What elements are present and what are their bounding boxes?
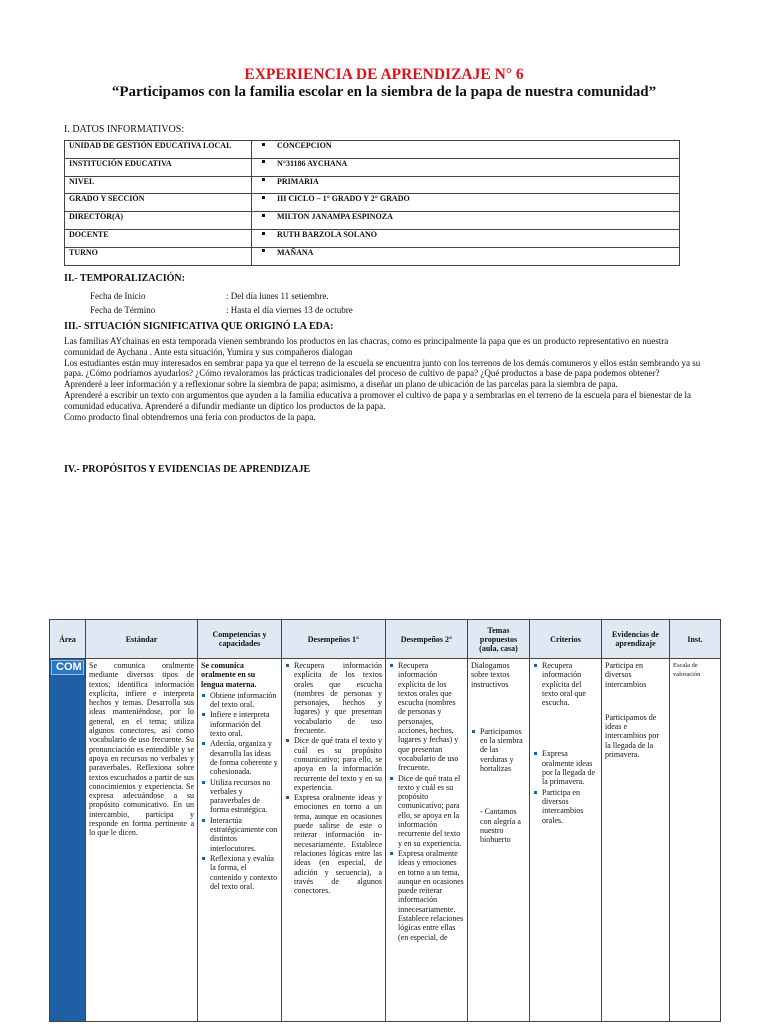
datos-row: [65, 212, 680, 230]
datos-row: [65, 176, 680, 194]
criterio-item: Expresa oralmente ideas por la llegada de la primavera.: [542, 749, 598, 786]
criterio-item: Participa en diversos intercambios orales.: [542, 788, 598, 825]
bullet-icon: [262, 160, 265, 163]
fecha-inicio-value: : Del día lunes 11 setiembre.: [226, 291, 329, 301]
datos-label: DIRECTOR(A): [65, 212, 252, 230]
evidencia-item: Participamos de ideas e intercambios por la llegada de la primavera.: [605, 712, 659, 760]
col-header-competencias: Competencias y capacidades: [198, 620, 282, 659]
col-header-inst: Inst.: [670, 620, 721, 659]
datos-label: GRADO Y SECCIÓN: [65, 194, 252, 212]
desempeno-item: Expresa oralmente ideas y emociones en torno a un tema, aunque en ocasiones puede salirse de este o reiterar información in- necesariamente. Establece relaciones lógicas entre las ideas (en especial, de adición y secuencia), a través de algunos conectores.: [294, 793, 382, 896]
datos-value-cell: [252, 141, 680, 159]
estandar-cell: Se comunica oralmente mediante diversos tipos de textos; identifica información explícita, infiere e interpreta hechos y temas. Desarrolla sus ideas manteniéndose, por lo general, en el tema; utiliza algunos conectores, así como vocabulario de uso frecuente. Su pronunciación es entendible y se apoya en recursos no verbales y paraverbales. Reflexiona sobre textos escuchados a partir de sus conocimientos y experiencia. Se expresa adecuándose a su propósito comunicativo. En un intercambio, participa y responde en forma pertinente a lo que le dicen.: [86, 659, 198, 1022]
datos-value-cell: [252, 247, 680, 265]
datos-table: [64, 140, 680, 266]
bullet-icon: [262, 143, 265, 146]
situacion-text: [64, 336, 704, 422]
fecha-termino-label: Fecha de Término: [90, 305, 156, 315]
competencia-title: Se comunica oralmente en su lengua materna.: [201, 661, 257, 689]
col-header-temas: Temas propuestos (aula, casa): [468, 620, 530, 659]
inst-cell: Escala de valoración: [670, 659, 721, 1022]
competencias-cell: [198, 659, 282, 1022]
datos-value: MAÑANA: [277, 247, 314, 257]
bullet-icon: [262, 196, 265, 199]
col-header-desempenos-2: Desempeños 2°: [386, 620, 468, 659]
datos-value-cell: [252, 212, 680, 230]
desempeno-item: Dice de qué trata el texto y cuál es su propósito comunicativo; para ello, se apoya en la información recurrente del texto y en su experiencia.: [294, 736, 382, 792]
datos-row: [65, 247, 680, 265]
section-heading-propositos: IV.- PROPÓSITOS Y EVIDENCIAS DE APRENDIZAJE: [64, 464, 311, 475]
datos-value-cell: [252, 229, 680, 247]
desempenos-1-cell: [282, 659, 386, 1022]
col-header-criterios: Criterios: [530, 620, 602, 659]
situacion-paragraph: Aprenderé a escribir un texto con argumentos que ayuden a la familia educativa a promover el cultivo de papa y a sembrarlas en el terreno de la escuela para el bienestar de la comunidad educativa. Aprenderé a difundir mediante un díptico los productos de la papa.: [64, 389, 692, 411]
tema-item: Participamos en la siembra de las verduras y hortalizas: [480, 727, 526, 773]
propositos-table: [49, 619, 721, 1022]
capacidad-item: Adecúa, organiza y desarrolla las ideas de forma coherente y cohesionada.: [210, 739, 278, 777]
desempeno-item: Recupera información explícita de los textos orales que escucha (nombres de personas y personajes, acciones, hechos, lugares y fechas) y que presentan vocabulario de uso frecuente.: [398, 661, 464, 773]
bullet-icon: [262, 249, 265, 252]
col-header-desempenos-1: Desempeños 1°: [282, 620, 386, 659]
document-title: EXPERIENCIA DE APRENDIZAJE N° 6: [244, 66, 524, 83]
section-heading-situacion: III.- SITUACIÓN SIGNIFICATIVA QUE ORIGINÓ LA EDA:: [64, 321, 334, 332]
datos-label: DOCENTE: [65, 229, 252, 247]
datos-value: N°31186 AYCHANA: [277, 158, 348, 168]
section-heading-temporalizacion: II.- TEMPORALIZACIÓN:: [64, 273, 185, 284]
datos-label: TURNO: [65, 247, 252, 265]
datos-value-cell: [252, 176, 680, 194]
desempeno-item: Expresa oralmente ideas y emociones en torno a un tema, aunque en ocasiones puede reiterar información innecesariamente. Establece relaciones lógicas entre ellas (en especial, de: [398, 848, 464, 942]
col-header-evidencias: Evidencias de aprendizaje: [602, 620, 670, 659]
capacidad-item: Reflexiona y evalúa la forma, el contenido y contexto del texto oral.: [210, 853, 278, 891]
datos-value-cell: [252, 158, 680, 176]
document-subtitle: “Participamos con la familia escolar en la siembra de la papa de nuestra comunidad”: [111, 84, 657, 100]
datos-value: RUTH BARZOLA SOLANO: [277, 229, 378, 239]
criterios-cell: [530, 659, 602, 1022]
col-header-area: Área: [50, 620, 86, 659]
desempeno-item: Recupera información explícita de los textos orales que escucha (nombres de personas y personajes, hechos y lugares) y que presentan vocabulario de uso frecuente.: [294, 661, 382, 736]
datos-label: UNIDAD DE GESTIÓN EDUCATIVA LOCAL: [65, 141, 252, 159]
bullet-icon: [262, 178, 265, 181]
criterio-item: Recupera información explícita del texto oral que escucha.: [542, 661, 598, 707]
bullet-icon: [262, 232, 265, 235]
datos-row: [65, 141, 680, 159]
col-header-estandar: Estándar: [86, 620, 198, 659]
situacion-paragraph: Como producto final obtendremos una feria con productos de la papa.: [64, 411, 316, 422]
bullet-icon: [262, 214, 265, 217]
datos-value: III CICLO – 1° GRADO Y 2° GRADO: [277, 194, 410, 204]
section-heading-datos: I. DATOS INFORMATIVOS:: [64, 124, 185, 135]
situacion-paragraph: Las familias AYchainas en esta temporada vienen sembrando los productos en las chacras, como es principalmente la papa que es un producto representativo en nuestra comunidad de Aychana . Ante esta situación, Yumira y sus compañeros dialogan: [64, 336, 669, 357]
evidencias-cell: [602, 659, 670, 1022]
area-cell: [50, 659, 86, 1022]
datos-label: INSTITUCIÓN EDUCATIVA: [65, 158, 252, 176]
datos-value-cell: [252, 194, 680, 212]
datos-row: [65, 194, 680, 212]
datos-row: [65, 229, 680, 247]
situacion-paragraph: Aprenderé a leer información y a reflexionar sobre la siembra de papa; asimismo, a diseñar un plano de ubicación de las parcelas para la siembra de papa.: [64, 379, 618, 390]
temas-cell: [468, 659, 530, 1022]
datos-value: MILTON JANAMPA ESPINOZA: [277, 212, 393, 222]
datos-value: PRIMARIA: [277, 176, 319, 186]
fecha-inicio-label: Fecha de Inicio: [90, 291, 146, 301]
capacidad-item: Utiliza recursos no verbales y paraverbales de forma estratégica.: [210, 778, 278, 815]
desempenos-2-cell: [386, 659, 468, 1022]
desempeno-item: Dice de qué trata el texto y cuál es su propósito comunicativo; para ello, se apoya en la información recurrente del texto y en su experiencia.: [398, 774, 464, 848]
datos-row: [65, 158, 680, 176]
evidencia-item: Participa en diversos intercambios: [605, 661, 647, 689]
tema-item: Dialogamos sobre textos instructivos: [471, 661, 510, 689]
situacion-paragraph: Los estudiantes están muy interesados en sembrar papa ya que el terreno de la escuela se encuentra junto con los terrenos de los demás comuneros y ellos están sembrando ya su papa. ¿Cómo podríamos ayudarlos? ¿Cómo revaloramos las prácticas tradicionales del proceso de cultivo de papa? ¿Qué productos a base de papa podemos obtener?: [64, 357, 701, 379]
capacidad-item: Interactúa estratégicamente con distintos interlocutores.: [210, 815, 278, 853]
fecha-termino-value: : Hasta el día viernes 13 de octubre: [226, 305, 353, 315]
capacidad-item: Obtiene información del texto oral.: [210, 690, 277, 710]
area-label: COM: [51, 660, 84, 675]
datos-value: CONCEPCION: [277, 141, 332, 150]
tema-item: - Cantamos con alegría a nuestro biohuerto: [480, 807, 521, 845]
capacidad-item: Infiere e interpreta información del texto oral.: [210, 710, 278, 738]
datos-label: NIVEL: [65, 176, 252, 194]
